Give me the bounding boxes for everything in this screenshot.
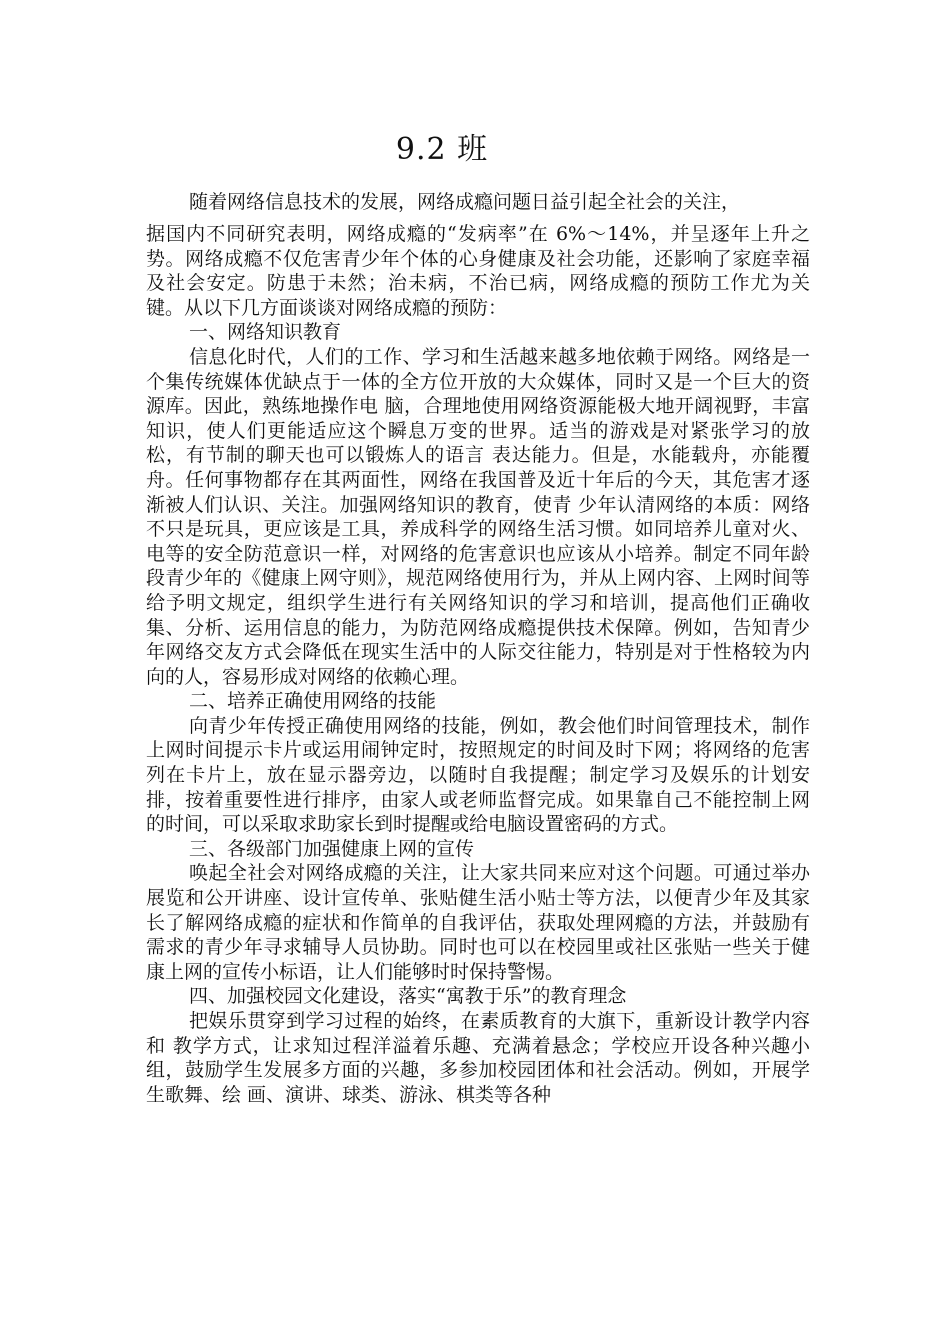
- section-text-3: 唤起全社会对网络成瘾的关注，让大家共同来应对这个问题。可通过举办展览和公开讲座、设计宣传单、张贴健生活小贴士等方法，以便青少年及其家长了解网络成瘾的症状和作简单的自我评估，获取处理网瘾的方法，并鼓励有需求的青少年寻求辅导人员协助。同时也可以在校园里或社区张贴一些关于健康上网的宣传小标语，让人们能够时时保持警惕。: [146, 862, 810, 983]
- section-text-2: 向青少年传授正确使用网络的技能，例如，教会他们时间管理技术，制作上网时间提示卡片或运用闹钟定时，按照规定的时间及时下网；将网络的危害列在卡片上，放在显示器旁边，以随时自我提醒；制定学习及娱乐的计划安排，按着重要性进行排序，由家人或老师监督完成。如果靠自己不能控制上网的时间，可以采取求助家长到时提醒或给电脑设置密码的方式。: [146, 714, 810, 836]
- intro-paragraph: 据国内不同研究表明，网络成瘾的“发病率”在 6%～14%，并呈逐年上升之势。网络成瘾不仅危害青少年个体的心身健康及社会功能，还影响了家庭幸福及社会安定。防患于未然；治未病，不治已病，网络成瘾的预防工作尤为关键。从以下几方面谈谈对网络成瘾的预防：: [146, 223, 810, 319]
- section-heading-1: 一、网络知识教育: [189, 321, 342, 344]
- document-body: [146, 222, 810, 1107]
- section-heading-3: 三、各级部门加强健康上网的宣传: [189, 837, 475, 860]
- section-heading-4: 四、加强校园文化建设，落实“寓教于乐”的教育理念: [189, 985, 627, 1008]
- intro-first-line: 随着网络信息技术的发展，网络成瘾问题日益引起全社会的关注，: [189, 191, 741, 213]
- document-title: 9.2 班: [395, 132, 489, 167]
- section-text-4: 把娱乐贯穿到学习过程的始终，在素质教育的大旗下，重新设计教学内容和 教学方式，让求知过程洋溢着乐趣、充满着悬念；学校应开设各种兴趣小组，鼓励学生发展多方面的兴趣，多参加校园团体和社会活动。例如，开展学生歌舞、绘 画、演讲、球类、游泳、棋类等各种: [146, 1010, 810, 1106]
- section-text-1: 信息化时代，人们的工作、学习和生活越来越多地依赖于网络。网络是一个集传统媒体优缺点于一体的全方位开放的大众媒体，同时又是一个巨大的资源库。因此，熟练地操作电 脑，合理地使用网络资源能极大地开阔视野，丰富知识，使人们更能适应这个瞬息万变的世界。适当的游戏是对紧张学习的放松，有节制的聊天也可以锻炼人的语言 表达能力。但是，水能载舟，亦能覆舟。任何事物都存在其两面性，网络在我国普及近十年后的今天，其危害才逐渐被人们认识、关注。加强网络知识的教育，使青 少年认清网络的本质：网络不只是玩具，更应该是工具，养成科学的网络生活习惯。如同培养儿童对火、电等的安全防范意识一样，对网络的危害意识也应该从小培养。制定不同年龄段青少年的《健康上网守则》，规范网络使用行为，并从上网内容、上网时间等给予明文规定，组织学生进行有关网络知识的学习和培训，提高他们正确收集、分析、运用信息的能力，为防范网络成瘾提供技术保障。例如，告知青少年网络交友方式会降低在现实生活中的人际交往能力，特别是对于性格较为内向的人，容易形成对网络的依赖心理。: [146, 345, 810, 688]
- section-heading-2: 二、培养正确使用网络的技能: [189, 690, 437, 713]
